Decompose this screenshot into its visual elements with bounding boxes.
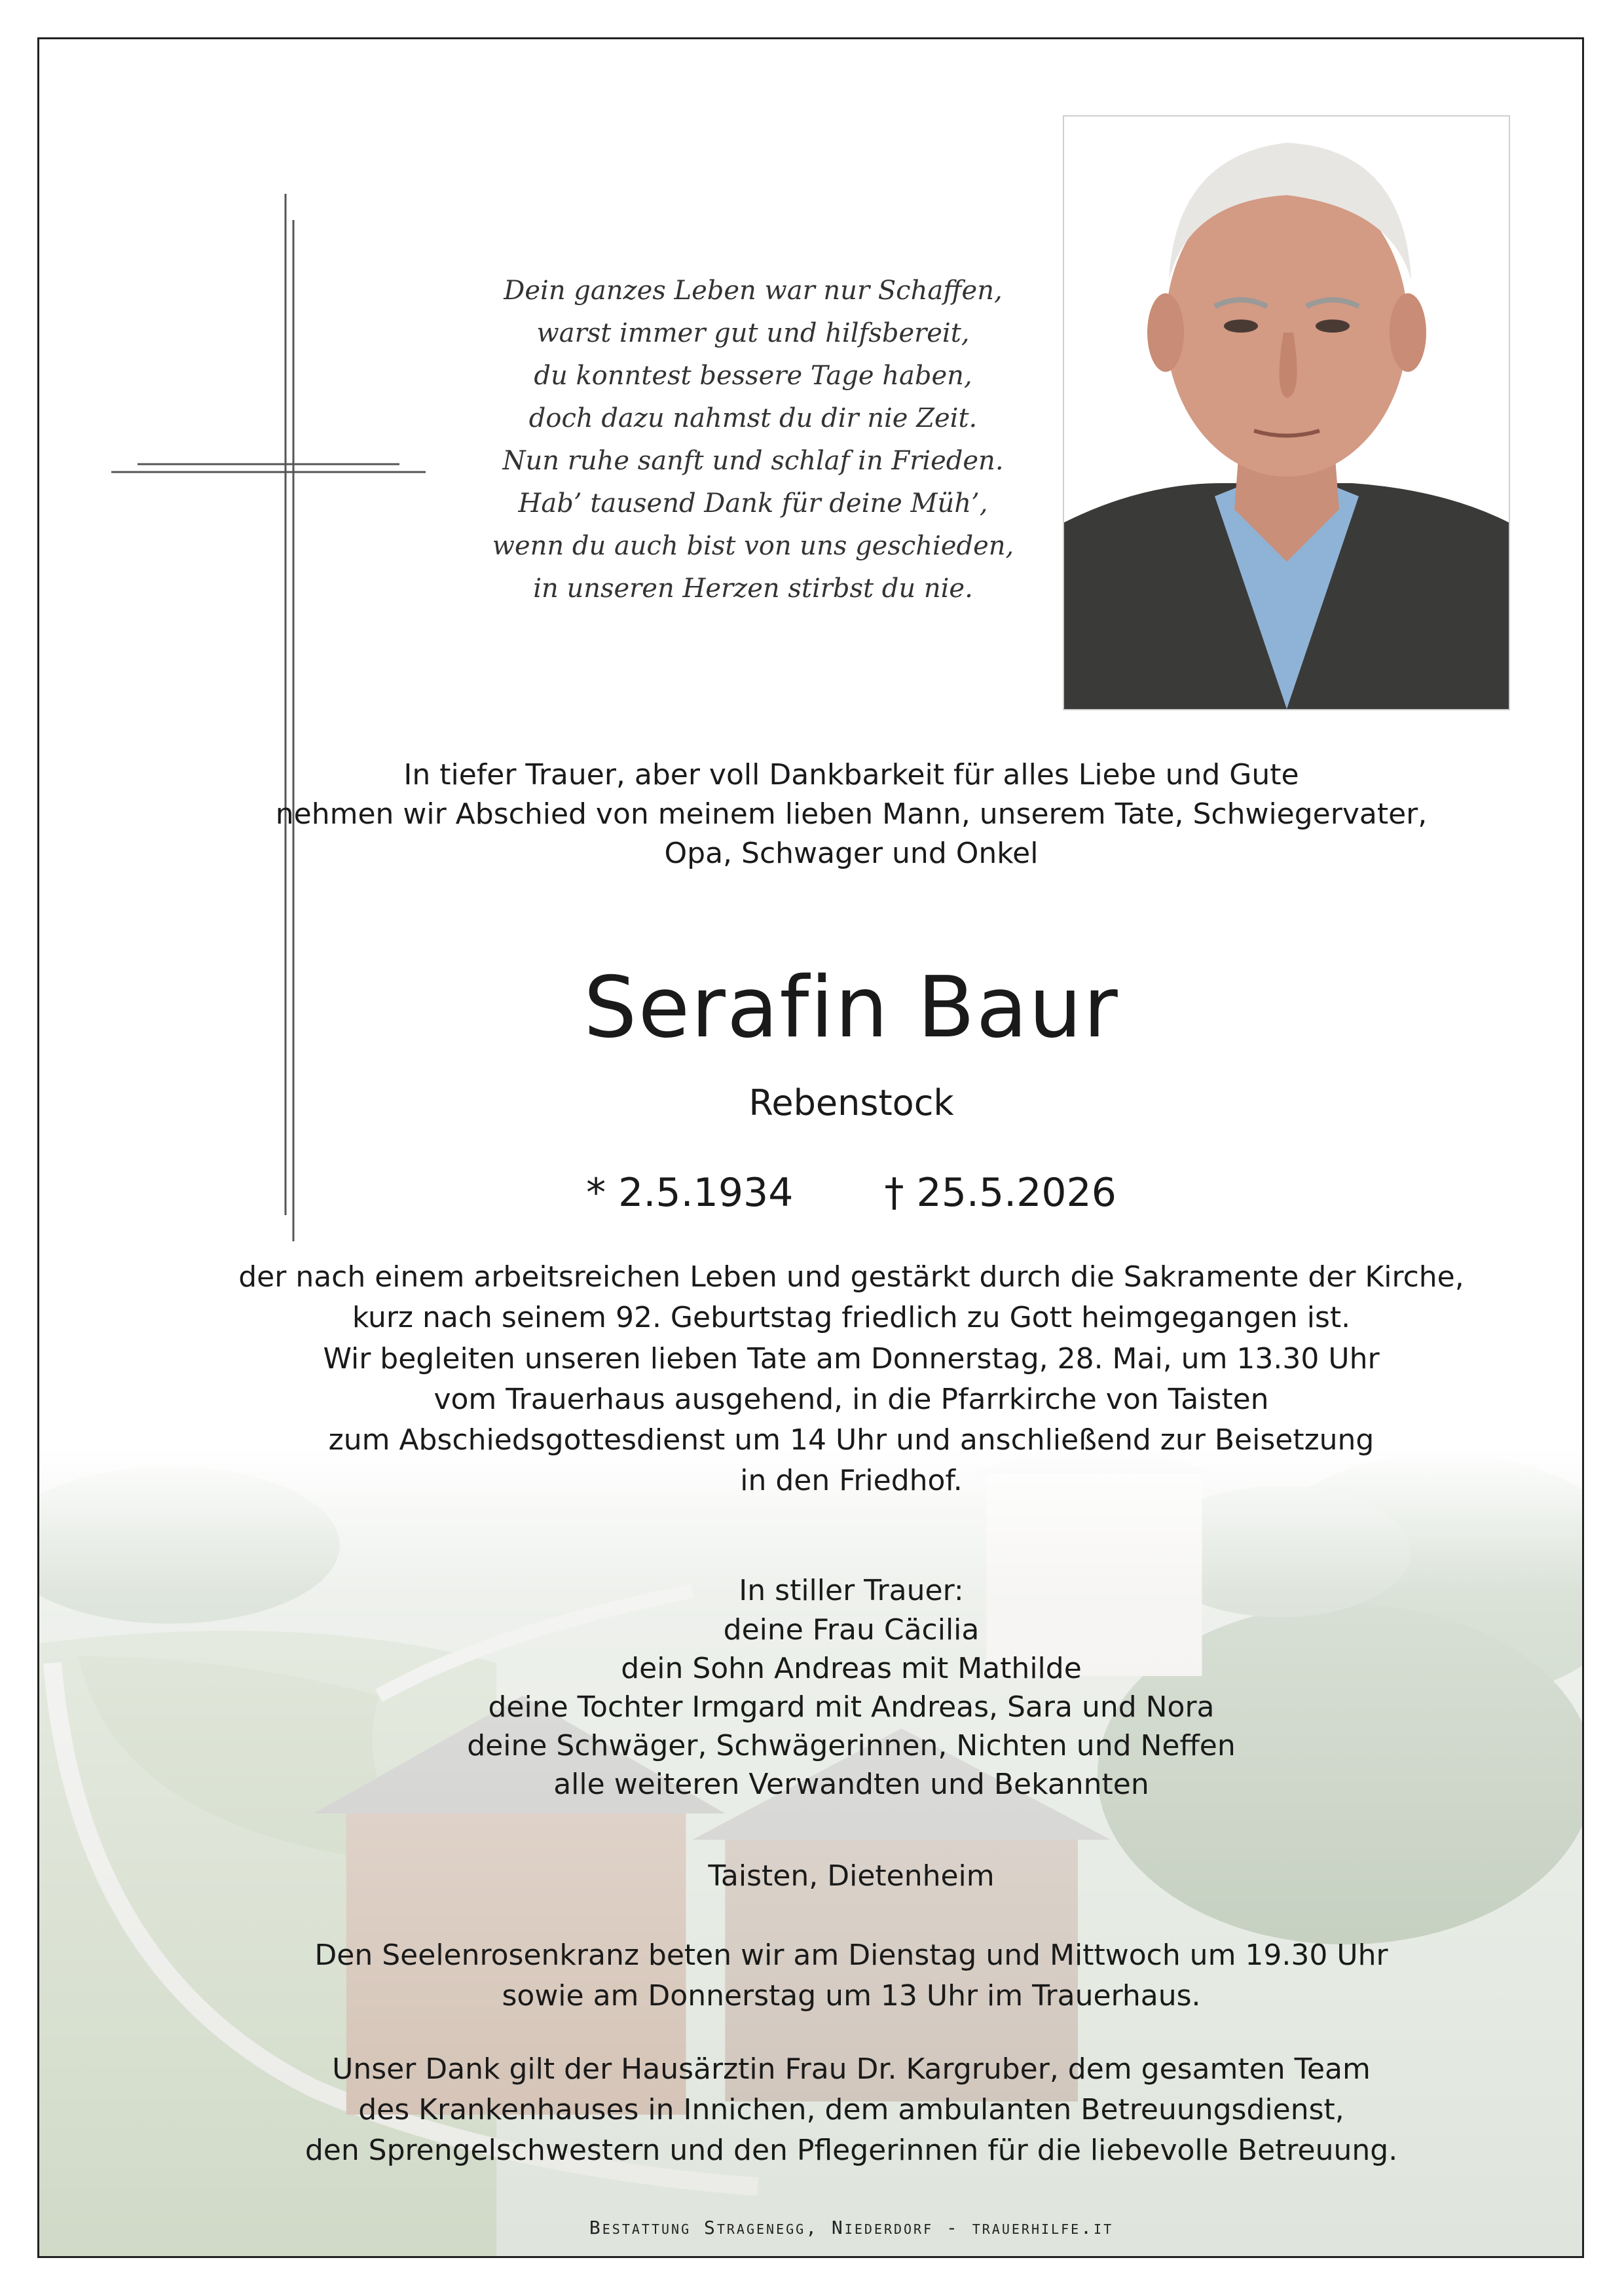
poem-line: Dein ganzes Leben war nur Schaffen, xyxy=(504,276,1003,306)
memorial-poem xyxy=(380,270,1126,610)
mourner-line: deine Frau Cäcilia xyxy=(723,1613,980,1647)
birth-date: * 2.5.1934 xyxy=(586,1170,794,1216)
thanks-line: den Sprengelschwestern und den Pflegerinnen für die liebevolle Betreuung. xyxy=(304,2134,1398,2167)
poem-line: in unseren Herzen stirbst du nie. xyxy=(533,574,973,604)
funeral-line: in den Friedhof. xyxy=(740,1464,963,1497)
deceased-name: Serafin Baur xyxy=(583,959,1119,1057)
mourner-line: dein Sohn Andreas mit Mathilde xyxy=(621,1652,1082,1685)
mourners-list xyxy=(236,1611,1467,1804)
intro-line: Opa, Schwager und Onkel xyxy=(664,837,1039,870)
life-dates xyxy=(236,1167,1467,1219)
deceased-nickname: Rebenstock xyxy=(748,1082,954,1123)
intro-text xyxy=(236,756,1467,873)
funeral-line: zum Abschiedsgottesdienst um 14 Uhr und anschließend zur Beisetzung xyxy=(328,1423,1375,1457)
passing-text xyxy=(236,1257,1467,1338)
funeral-home-footer: Bestattung Stragenegg, Niederdorf - trauerhilfe.it xyxy=(589,2217,1114,2238)
poem-line: warst immer gut und hilfsbereit, xyxy=(536,318,970,348)
poem-line: Nun ruhe sanft und schlaf in Frieden. xyxy=(502,446,1004,476)
funeral-line: vom Trauerhaus ausgehend, in die Pfarrkirche von Taisten xyxy=(434,1383,1269,1416)
mourners-title: In stiller Trauer: xyxy=(739,1574,964,1607)
passing-line: der nach einem arbeitsreichen Leben und gestärkt durch die Sakramente der Kirche, xyxy=(238,1260,1464,1294)
poem-line: du konntest bessere Tage haben, xyxy=(534,361,972,391)
mourner-line: alle weiteren Verwandten und Bekannten xyxy=(553,1768,1149,1801)
thanks-line: Unser Dank gilt der Hausärztin Frau Dr. Kargruber, dem gesamten Team xyxy=(332,2052,1371,2086)
rosary-line: sowie am Donnerstag um 13 Uhr im Trauerhaus. xyxy=(502,1979,1201,2013)
poem-line: doch dazu nahmst du dir nie Zeit. xyxy=(528,403,978,433)
thanks-line: des Krankenhauses in Innichen, dem ambulanten Betreuungsdienst, xyxy=(358,2093,1344,2126)
intro-line: nehmen wir Abschied von meinem lieben Mann, unserem Tate, Schwiegervater, xyxy=(275,797,1428,831)
rosary-text xyxy=(236,1935,1467,2016)
death-date: † 25.5.2026 xyxy=(884,1170,1116,1216)
poem-line: Hab’ tausend Dank für deine Müh’, xyxy=(518,488,988,519)
intro-line: In tiefer Trauer, aber voll Dankbarkeit für alles Liebe und Gute xyxy=(403,758,1299,792)
rosary-line: Den Seelenrosenkranz beten wir am Dienstag und Mittwoch um 19.30 Uhr xyxy=(314,1939,1388,1972)
mourner-line: deine Tochter Irmgard mit Andreas, Sara und Nora xyxy=(488,1690,1215,1724)
passing-line: kurz nach seinem 92. Geburtstag friedlich zu Gott heimgegangen ist. xyxy=(352,1301,1351,1334)
funeral-text xyxy=(236,1339,1467,1501)
portrait-photo xyxy=(1063,115,1510,710)
obituary-frame xyxy=(37,37,1584,2258)
thanks-text xyxy=(236,2049,1467,2171)
poem-line: wenn du auch bist von uns geschieden, xyxy=(492,531,1014,561)
mourner-line: deine Schwäger, Schwägerinnen, Nichten und Neffen xyxy=(467,1729,1236,1762)
place-names: Taisten, Dietenheim xyxy=(708,1859,995,1893)
funeral-line: Wir begleiten unseren lieben Tate am Donnerstag, 28. Mai, um 13.30 Uhr xyxy=(323,1342,1380,1376)
